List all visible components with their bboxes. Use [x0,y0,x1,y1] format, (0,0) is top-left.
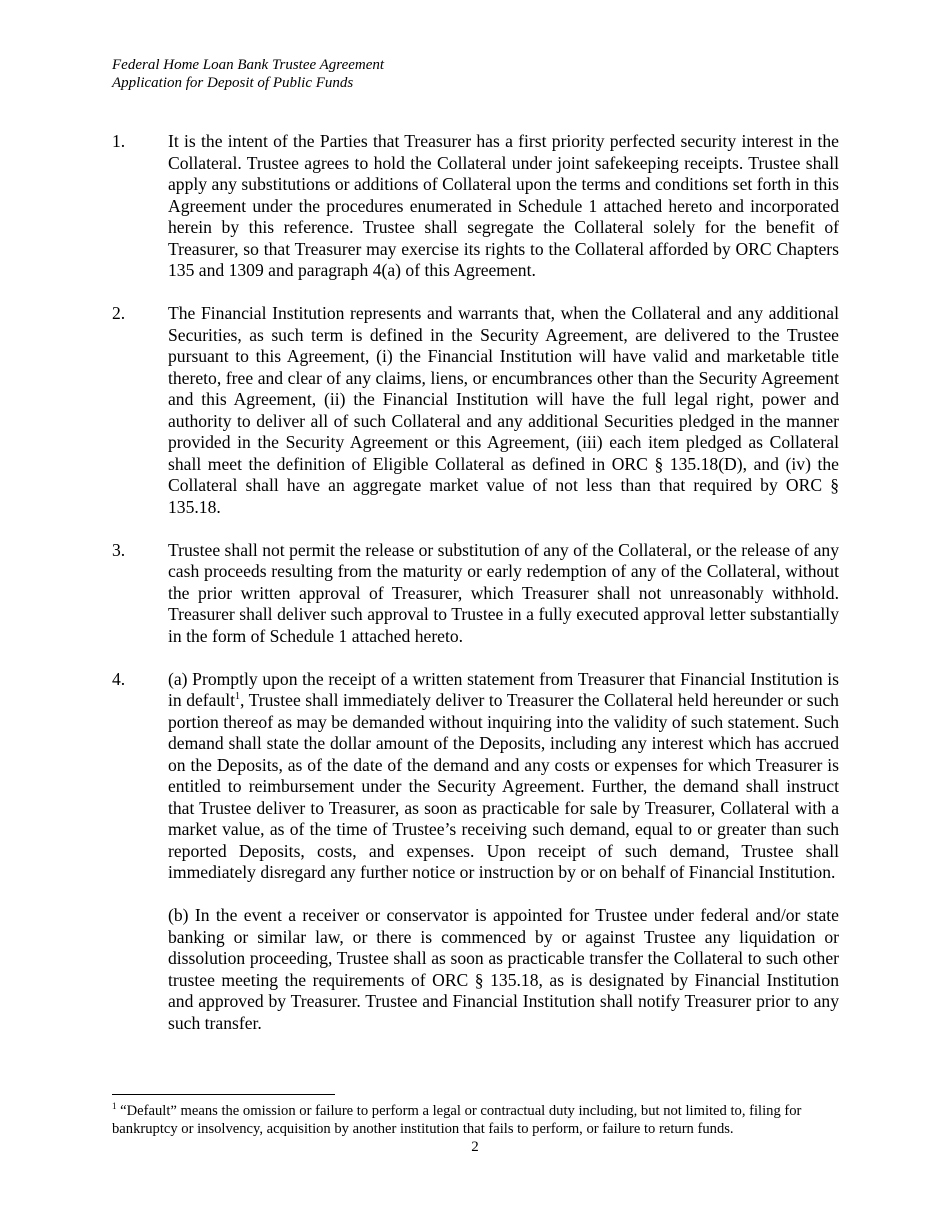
header-line-title: Federal Home Loan Bank Trustee Agreement [112,57,385,73]
page-number: 2 [471,1139,479,1155]
paragraph-number: 1. [112,131,126,151]
paragraph-4 [112,669,839,884]
paragraph-text: Trustee shall not permit the release or substitution of any of the Collateral, or the release of any cash proceeds resulting from the maturity or early redemption of any of the Collateral, without the prior written approval of Treasurer, which Treasurer shall not unreasonably withhold. Treasurer shall deliver such approval to Trustee in a fully executed approval letter substantially in the form of Schedule 1 attached hereto. [168,539,839,646]
footnote-divider [112,1094,335,1095]
footnote-marker: 1 [112,1101,117,1112]
paragraph-number: 3. [112,539,126,560]
paragraph-number: 4. [112,668,126,689]
footnote [112,1102,839,1138]
footnote-reference[interactable]: 1 [235,691,241,703]
footnote-text: “Default” means the omission or failure to perform a legal or contractual duty including, but not limited to, filing for bankruptcy or insolvency, acquisition by another institution that fails to perform, or failure to return funds. [112,1103,802,1137]
running-header [112,56,384,92]
paragraph-3 [112,540,839,648]
paragraph-4a-text-start: (a) Promptly upon the receipt of a written statement from Treasurer that Financial Institution is in default [168,668,839,710]
paragraph-4a-text-end: , Trustee shall immediately deliver to Treasurer the Collateral held hereunder or such portion thereof as may be demanded without inquiring into the validity of such statement. Such demand shall state the dollar amount of the Deposits, including any interest which has accrued on the Deposits, as of the date of the demand and any costs or expenses for which Treasurer is entitled to reimbursement under the Security Agreement. Further, the demand shall instruct that Trustee deliver to Treasurer, as soon as practicable for sale by Treasurer, Collateral with a market value, as of the time of Trustee’s receiving such demand, equal to or greater than such reported Deposits, costs, and expenses. Upon receipt of such demand, Trustee shall immediately disregard any further notice or instruction by or on behalf of Financial Institution. [168,690,839,882]
paragraph-text: It is the intent of the Parties that Treasurer has a first priority perfected security interest in the Collateral. Trustee agrees to hold the Collateral under joint safekeeping receipts. Trustee shall apply any substitutions or additions of Collateral upon the terms and conditions set forth in this Agreement under the procedures enumerated in Schedule 1 attached hereto and incorporated herein by this reference. Trustee shall segregate the Collateral solely for the benefit of Treasurer, so that Treasurer may exercise its rights to the Collateral afforded by ORC Chapters 135 and 1309 and paragraph 4(a) of this Agreement. [168,131,839,280]
paragraph-4b: (b) In the event a receiver or conservator is appointed for Trustee under federal and/or state banking or similar law, or there is commenced by or against Trustee any liquidation or dissolution proceeding, Trustee shall as soon as practicable transfer the Collateral to such other trustee meeting the requirements of ORC § 135.18, as is designated by Financial Institution and approved by Treasurer. Trustee and Financial Institution shall notify Treasurer prior to any such transfer. [168,905,839,1033]
paragraph-4a-text [168,669,839,884]
paragraph-text: The Financial Institution represents and warrants that, when the Collateral and any additional Securities, as such term is defined in the Security Agreement, are delivered to the Trustee pursuant to this Agreement, (i) the Financial Institution will have valid and marketable title thereto, free and clear of any claims, liens, or encumbrances other than the Security Agreement and this Agreement, (ii) the Financial Institution will have the full legal right, power and authority to deliver all of such Collateral and any additional Securities pledged in the manner provided in the Security Agreement or this Agreement, (iii) each item pledged as Collateral shall meet the definition of Eligible Collateral as defined in ORC § 135.18(D), and (iv) the Collateral shall have an aggregate market value of not less than that required by ORC § 135.18. [168,303,839,517]
paragraph-2 [112,303,839,518]
paragraph-1 [112,131,839,282]
header-line-subtitle: Application for Deposit of Public Funds [112,75,354,91]
agreement-body [112,131,839,1056]
paragraph-number: 2. [112,303,126,323]
